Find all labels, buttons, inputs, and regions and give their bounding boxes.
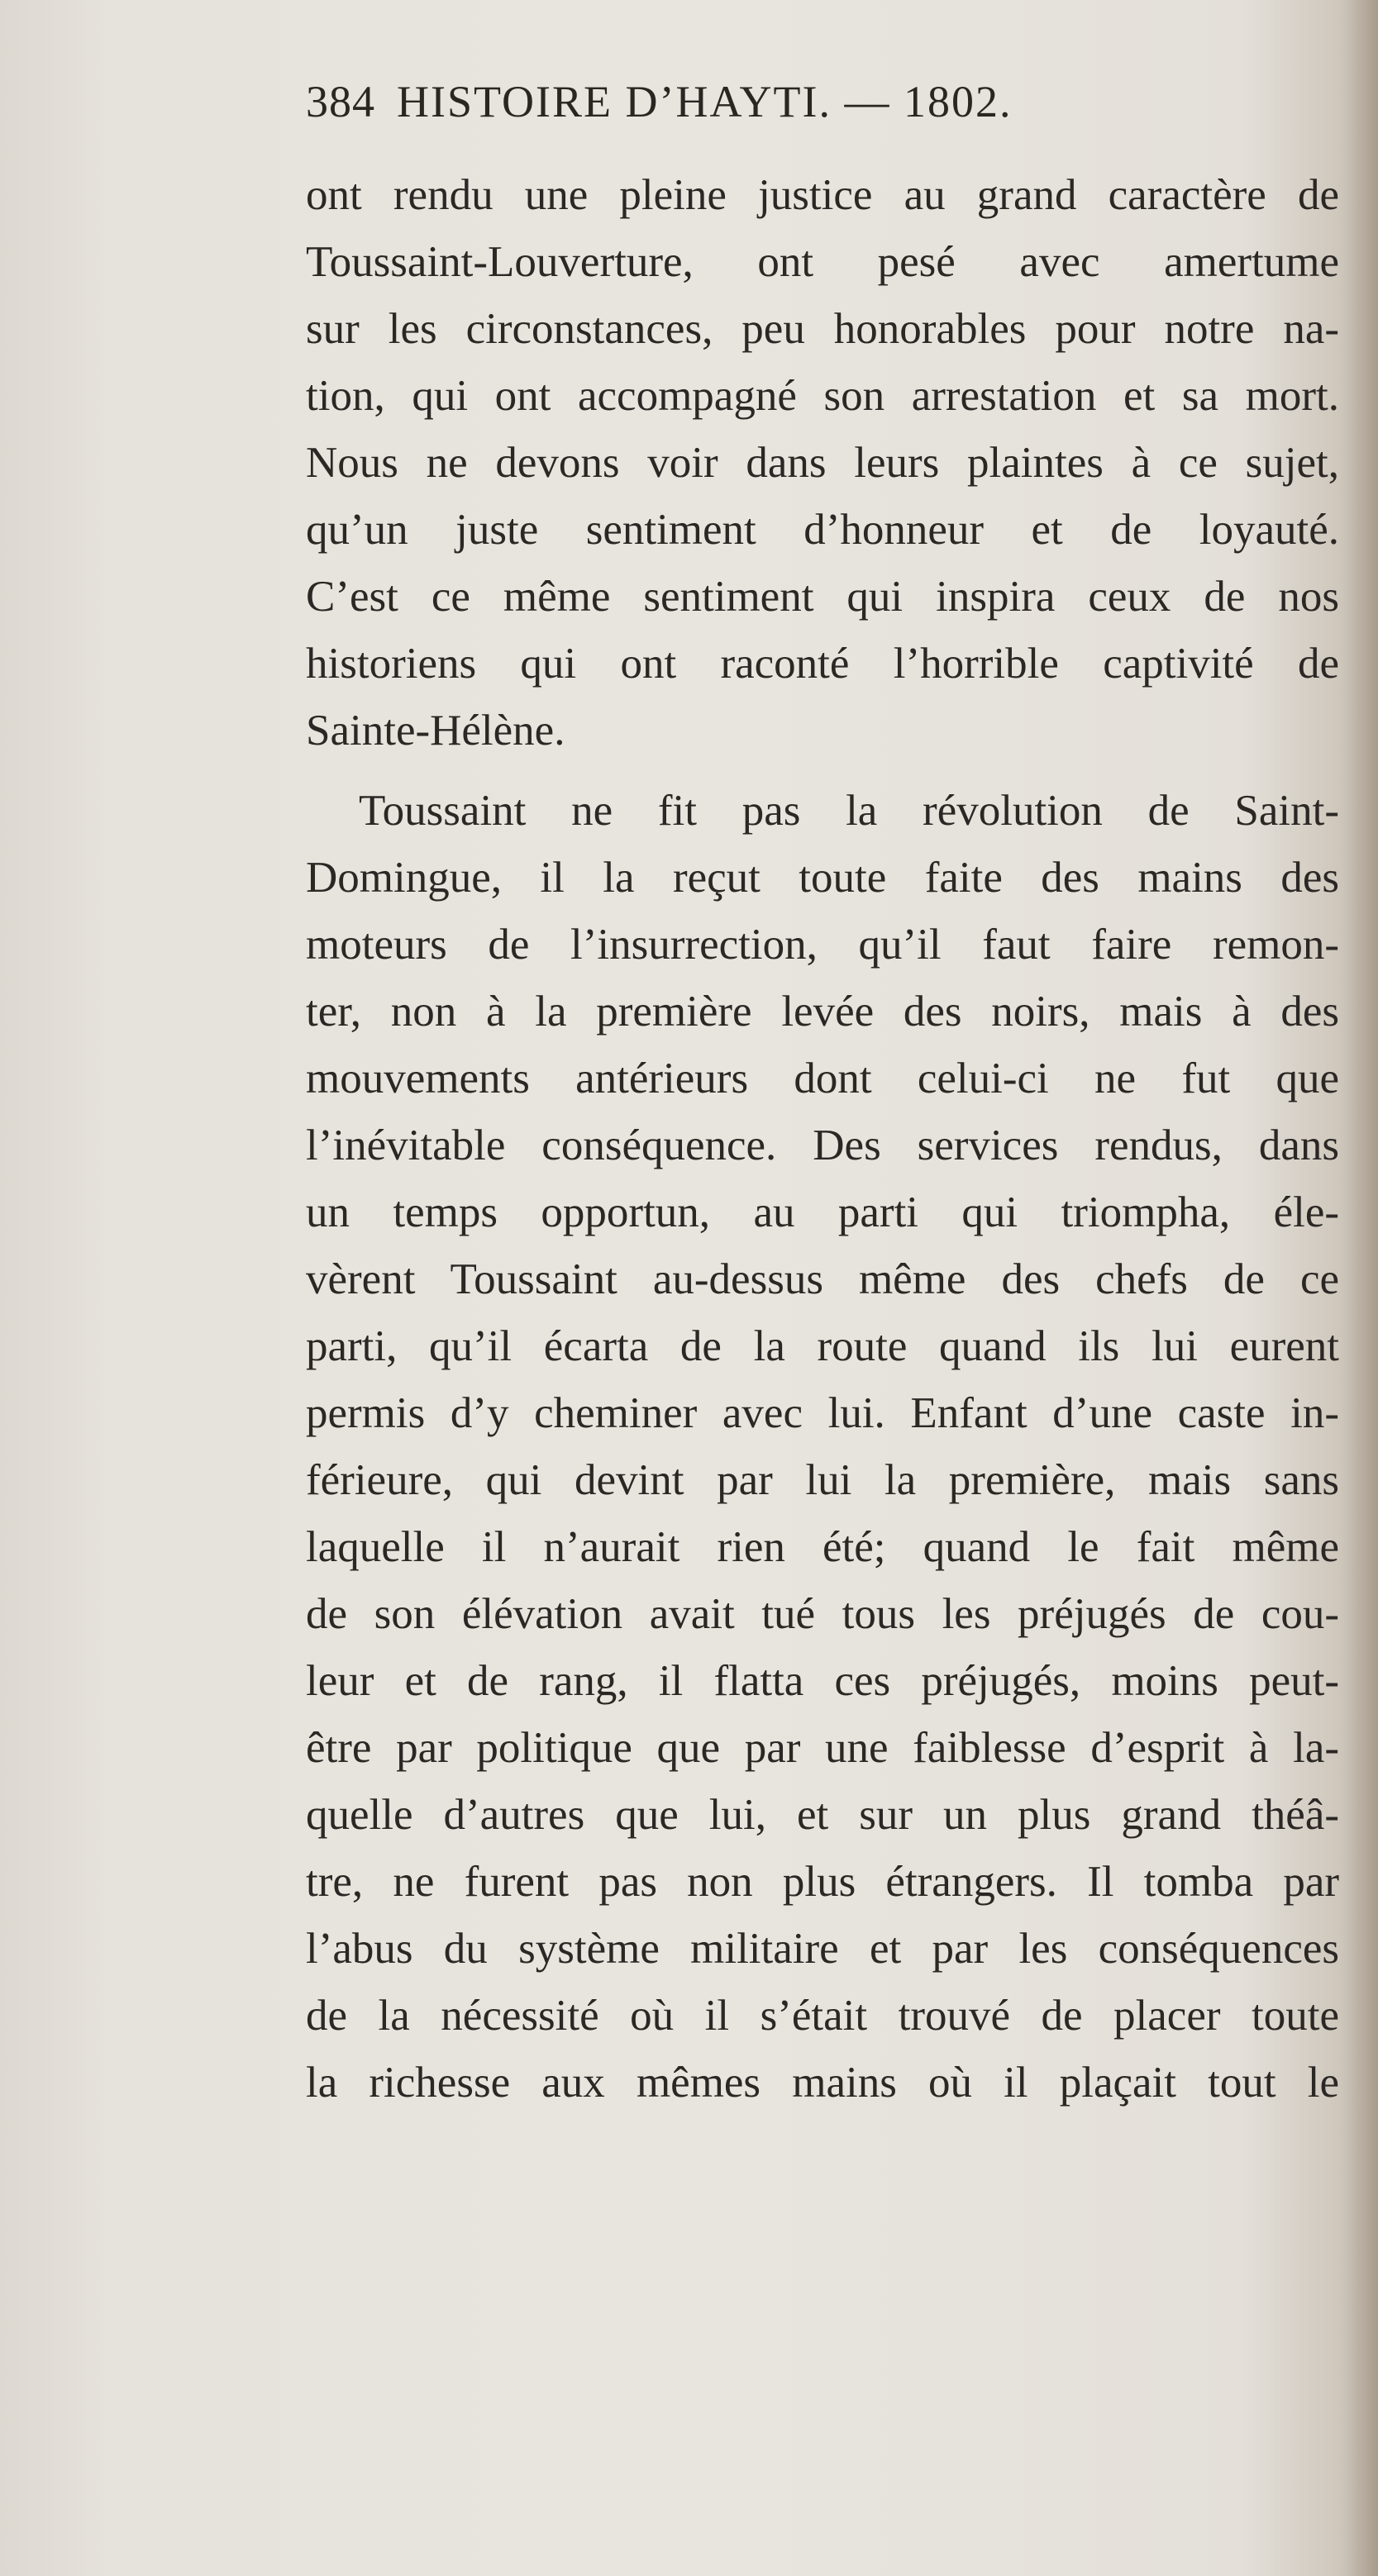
text-line: l’inévitable conséquence. Des services rendus, dans [306, 1121, 1339, 1169]
page-edge-shadow [1345, 0, 1378, 2576]
text-line: ter, non à la première levée des noirs, mais à des [306, 988, 1339, 1036]
text-line: Nous ne devons voir dans leurs plaintes à ce sujet, [306, 439, 1339, 487]
text-line: de la nécessité où il s’était trouvé de placer toute [306, 1992, 1339, 2040]
text-line: être par politique que par une faiblesse d’esprit à la- [306, 1724, 1339, 1772]
text-line: C’est ce même sentiment qui inspira ceux de nos [306, 573, 1339, 621]
text-line: historiens qui ont raconté l’horrible captivité de [306, 640, 1339, 688]
text-line: Toussaint ne fit pas la révolution de Saint- [359, 787, 1339, 835]
text-line: Sainte-Hélène. [306, 707, 565, 755]
text-line: l’abus du système militaire et par les conséquences [306, 1925, 1339, 1973]
paragraph-2 [306, 778, 1339, 2117]
text-line: ont rendu une pleine justice au grand caractère de [306, 171, 1339, 219]
text-line: sur les circonstances, peu honorables pour notre na- [306, 305, 1339, 353]
running-head [306, 76, 1199, 127]
text-line: parti, qu’il écarta de la route quand ils lui eurent [306, 1322, 1339, 1370]
text-line: quelle d’autres que lui, et sur un plus grand théâ- [306, 1791, 1339, 1839]
text-line: leur et de rang, il flatta ces préjugés, moins peut- [306, 1657, 1339, 1705]
text-line: permis d’y cheminer avec lui. Enfant d’une caste in- [306, 1389, 1339, 1437]
paragraph-1 [306, 162, 1339, 764]
text-line: laquelle il n’aurait rien été; quand le fait même [306, 1523, 1339, 1571]
text-line: moteurs de l’insurrection, qu’il faut faire remon- [306, 921, 1339, 969]
paragraph-gap [306, 764, 1339, 778]
body-text [306, 162, 1339, 2117]
page-number: 384 [306, 77, 375, 126]
text-line: Toussaint-Louverture, ont pesé avec amertume [306, 238, 1339, 286]
text-line: la richesse aux mêmes mains où il plaçait tout le [306, 2059, 1339, 2107]
text-line: férieure, qui devint par lui la première, mais sans [306, 1456, 1339, 1504]
text-line: qu’un juste sentiment d’honneur et de loyauté. [306, 506, 1339, 554]
text-line: un temps opportun, au parti qui triompha, éle- [306, 1188, 1339, 1236]
text-line: Domingue, il la reçut toute faite des mains des [306, 854, 1339, 902]
text-line: vèrent Toussaint au-dessus même des chefs de ce [306, 1255, 1339, 1303]
text-line: de son élévation avait tué tous les préjugés de cou- [306, 1590, 1339, 1638]
text-line: tre, ne furent pas non plus étrangers. Il tomba par [306, 1858, 1339, 1906]
text-line: tion, qui ont accompagné son arrestation et sa mort. [306, 372, 1339, 420]
running-title: HISTOIRE D’HAYTI. — 1802. [397, 77, 1013, 126]
text-line: mouvements antérieurs dont celui-ci ne fut que [306, 1055, 1339, 1102]
